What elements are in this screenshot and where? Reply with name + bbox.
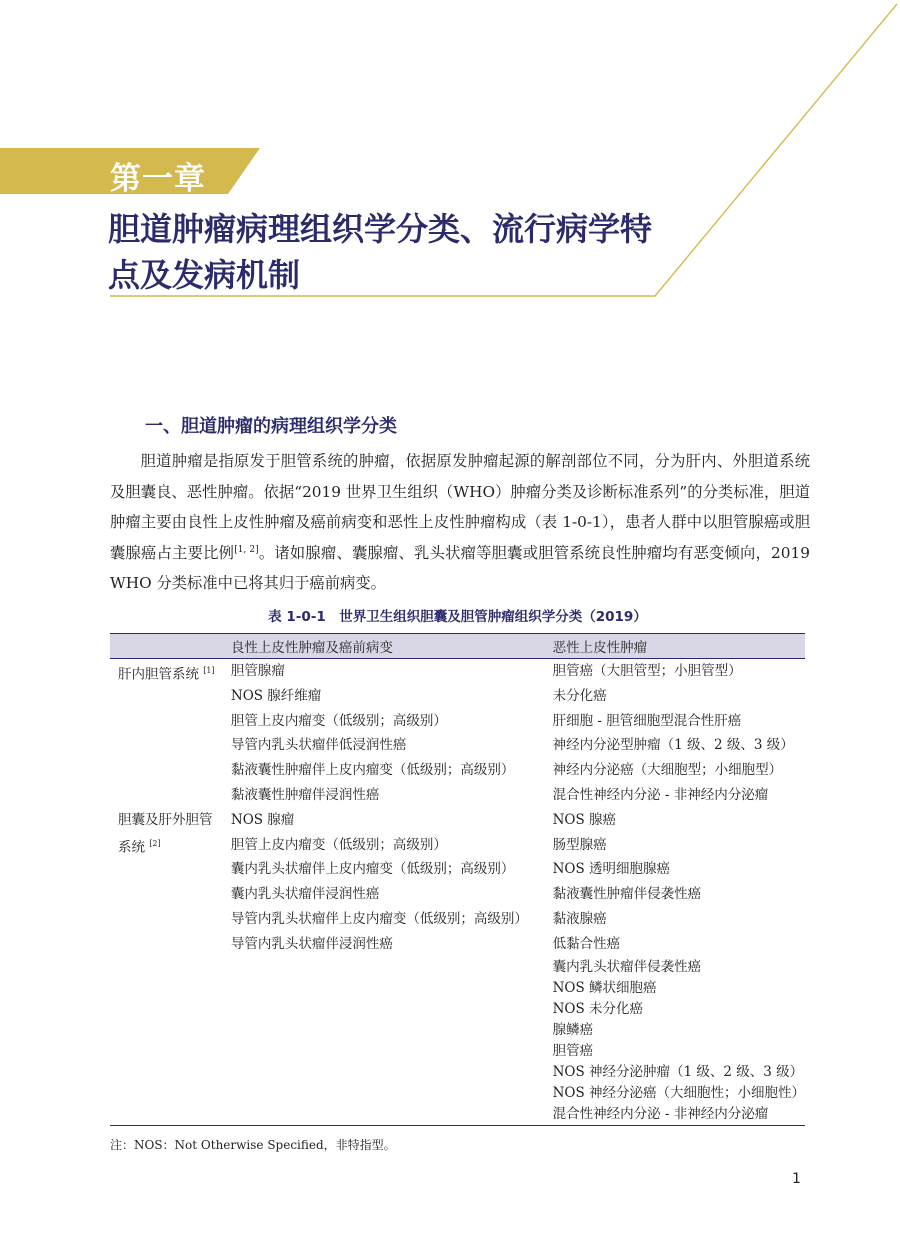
table-category-ref: [2] xyxy=(149,838,161,848)
table-category-cell xyxy=(110,808,223,1125)
table-benign-item xyxy=(231,1020,545,1041)
chapter-label: 第一章 xyxy=(110,161,206,197)
table-malignant-item: 胆管癌 xyxy=(552,1042,594,1059)
table-category-cell xyxy=(110,659,223,808)
table-benign-item: 导管内乳头状瘤伴低浸润性癌 xyxy=(230,737,407,754)
chapter-title: 胆道肿瘤病理组织学分类、流行病学特点及发病机制 xyxy=(108,210,653,294)
paragraph-text: 胆道肿瘤是指原发于胆管系统的肿瘤，依据原发肿瘤起源的解剖部位不同，分为肝内、外胆道系统及胆囊良、恶性肿瘤。依据“2019 世界卫生组织（WHO）肿瘤分类及诊断标准系列”的分类标准，胆道肿瘤主要由良性上皮性肿瘤及癌前病变和恶性上皮性肿瘤构成（表 1-0-1），患者人群中以胆管腺癌或胆囊腺癌占主要比例 xyxy=(110,452,810,562)
citation-ref: [1, 2] xyxy=(234,544,259,555)
table-malignant-item: 混合性神经内分泌 - 非神经内分泌瘤 xyxy=(552,1105,769,1122)
table-malignant-item: 囊内乳头状瘤伴侵袭性癌 xyxy=(552,958,702,975)
table-malignant-item: NOS 未分化癌 xyxy=(552,1000,643,1017)
table-malignant-item: 未分化癌 xyxy=(552,687,607,704)
table-benign-item xyxy=(231,978,545,999)
table-benign-item: 囊内乳头状瘤伴上皮内瘤变（低级别；高级别） xyxy=(230,861,515,878)
body-paragraph xyxy=(110,446,810,599)
table-header-malignant: 恶性上皮性肿瘤 xyxy=(545,634,805,659)
table-header-empty xyxy=(110,634,223,659)
table-benign-item: 导管内乳头状瘤伴浸润性癌 xyxy=(230,935,393,952)
table-malignant-cell xyxy=(545,659,805,808)
table-malignant-item: 混合性神经内分泌 - 非神经内分泌瘤 xyxy=(552,786,769,803)
table-header-benign: 良性上皮性肿瘤及癌前病变 xyxy=(223,634,545,659)
table-benign-cell xyxy=(223,659,545,808)
table-malignant-item: NOS 透明细胞腺癌 xyxy=(552,861,670,878)
classification-table xyxy=(110,633,805,1126)
page-number: 1 xyxy=(792,1171,801,1187)
table-caption: 表 1-0-1 世界卫生组织胆囊及胆管肿瘤组织学分类（2019） xyxy=(268,609,647,625)
table-malignant-item: NOS 鳞状细胞癌 xyxy=(552,979,657,996)
table-malignant-item: 胆管癌（大胆管型；小胆管型） xyxy=(552,663,742,679)
paragraph-text-continued: 。诸如腺瘤、囊腺瘤、乳头状瘤等胆囊或胆管系统良性肿瘤均有恶变倾向，2019 WHO 分类标准中已将其归于癌前病变。 xyxy=(110,543,810,592)
table-benign-item: 胆管腺瘤 xyxy=(230,663,285,679)
table-malignant-item: NOS 神经分泌肿瘤（1 级、2 级、3 级） xyxy=(552,1063,804,1080)
table-note: 注：NOS：Not Otherwise Specified，非特指型。 xyxy=(110,1138,396,1152)
table-benign-item xyxy=(231,999,545,1020)
table-benign-item: NOS 腺瘤 xyxy=(230,811,295,828)
table-benign-item: NOS 腺纤维瘤 xyxy=(230,687,322,704)
table-category-ref: [1] xyxy=(203,666,215,675)
table-benign-item: 胆管上皮内瘤变（低级别；高级别） xyxy=(230,712,447,729)
table-malignant-item: 黏液腺癌 xyxy=(552,910,607,927)
table-malignant-item: 肠型腺癌 xyxy=(552,836,607,853)
table-category: 胆囊及肝外胆管系统 xyxy=(118,811,213,856)
table-malignant-item: 黏液囊性肿瘤伴侵袭性癌 xyxy=(552,886,702,903)
table-header-row xyxy=(110,634,805,659)
table-benign-item: 囊内乳头状瘤伴浸润性癌 xyxy=(230,886,380,903)
table-malignant-item: 低黏合性癌 xyxy=(552,935,621,952)
table-row xyxy=(110,808,805,1125)
table-malignant-item: NOS 神经分泌癌（大细胞性；小细胞性） xyxy=(552,1084,805,1101)
table-body xyxy=(110,659,805,1126)
table-benign-cell xyxy=(223,808,545,1125)
table-benign-item: 黏液囊性肿瘤伴上皮内瘤变（低级别；高级别） xyxy=(230,762,515,779)
table-malignant-item: 肝细胞 - 胆管细胞型混合性肝癌 xyxy=(552,712,742,729)
table-benign-item xyxy=(231,1062,545,1083)
table-malignant-item: 神经内分泌癌（大细胞型；小细胞型） xyxy=(552,762,783,779)
table-row xyxy=(110,659,805,808)
table-benign-item xyxy=(231,1083,545,1104)
table-category: 肝内胆管系统 xyxy=(118,666,199,683)
table-malignant-item: 腺鳞癌 xyxy=(552,1021,594,1038)
table-benign-item: 导管内乳头状瘤伴上皮内瘤变（低级别；高级别） xyxy=(230,910,528,927)
table-benign-item: 胆管上皮内瘤变（低级别；高级别） xyxy=(230,836,447,853)
section-heading: 一、胆道肿瘤的病理组织学分类 xyxy=(145,416,397,437)
table-malignant-item: 神经内分泌型肿瘤（1 级、2 级、3 级） xyxy=(552,737,794,754)
table-benign-item xyxy=(231,1041,545,1062)
table-benign-item xyxy=(231,957,545,978)
table-malignant-cell xyxy=(545,808,805,1125)
table-benign-item: 黏液囊性肿瘤伴浸润性癌 xyxy=(230,786,380,803)
table-malignant-item: NOS 腺癌 xyxy=(552,811,616,828)
table-benign-item xyxy=(231,1104,545,1125)
